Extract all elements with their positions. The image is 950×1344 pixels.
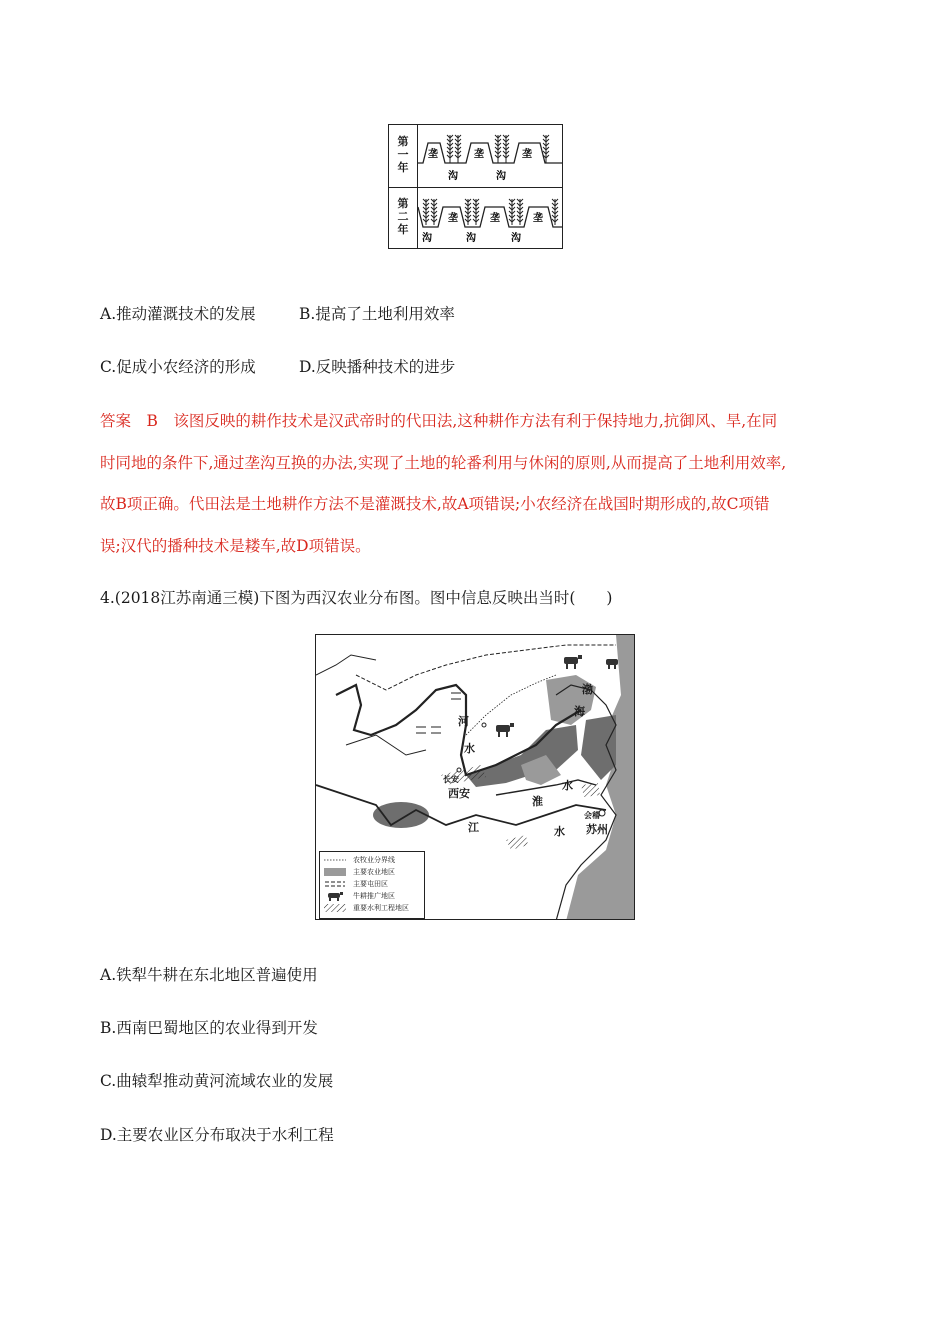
ridge-label: 垄 [474,149,484,160]
map-label-shui: 水 [464,742,475,755]
furrow-label: 沟 [511,233,521,244]
crop-stalk [431,199,437,225]
water-project-south [506,835,528,850]
q4-option-d: D.主要农业区分布取决于水利工程 [100,1126,334,1144]
crop-stalk [509,199,515,225]
map-label-changan: 长安 [443,774,459,784]
ox-icon [496,723,514,737]
map-label-huai: 淮 [532,795,543,808]
answer3-line1: 答案 B 该图反映的耕作技术是汉武帝时的代田法,这种耕作方法有利于保持地力,抗御风、旱,在同 [100,412,778,430]
answer3-line3: 故B项正确。代田法是土地耕作方法不是灌溉技术,故A项错误;小农经济在战国时期形成的,故C项错 [100,495,770,513]
ridge-furrow-drawing [418,125,563,249]
answer3-line2: 时同地的条件下,通过垄沟互换的办法,实现了土地的轮番利用与休闲的原则,从而提高了土地利用效率, [100,454,787,472]
crop-stalk [423,199,429,225]
map-label-xian: 西安 [448,787,470,800]
crop-stalk [517,199,523,225]
map-label-shui: 水 [554,825,565,838]
map-label-suzhou: 苏州 [586,823,608,836]
legend-row-boundary [323,854,423,866]
ridge-label: 垄 [490,213,500,224]
year2-label: 第二年 [397,197,409,236]
ox-icon [323,891,347,901]
map-label-bo: 渤 [582,683,593,696]
furrow-label: 沟 [422,233,432,244]
legend-row-water [323,902,423,914]
city-marker [482,723,486,727]
legend-ox-text: 牛耕推广地区 [353,892,395,900]
legend-water-text: 重要水利工程地区 [353,904,409,912]
ridge-label: 垄 [522,149,532,160]
crop-stalk [455,135,461,163]
furrow-label: 沟 [466,233,476,244]
ridge-label: 垄 [428,149,438,160]
furrow-label: 沟 [448,171,458,182]
daitian-diagram [388,124,563,249]
legend-row-tuntian [323,878,423,890]
q4-option-a: A.铁犁牛耕在东北地区普遍使用 [100,966,318,984]
map-label-hai: 海 [574,705,585,718]
crop-stalk [503,135,509,163]
legend-agri-text: 主要农业地区 [353,868,395,876]
legend-row-agri [323,866,423,878]
map-label-shui: 水 [562,779,573,792]
crop-stalk [495,135,501,163]
western-han-agriculture-map [315,634,635,920]
map-label-jiang: 江 [468,821,479,834]
answer3-line4: 误;汉代的播种技术是耧车,故D项错误。 [100,537,371,555]
legend-agri-symbol [323,867,347,877]
q4-option-c: C.曲辕犁推动黄河流域农业的发展 [100,1072,334,1090]
ox-icon [606,659,618,669]
q4-option-b: B.西南巴蜀地区的农业得到开发 [100,1019,318,1037]
agri-area-bashu [373,802,429,828]
map-legend [319,851,425,919]
tuntian-marks [416,693,461,733]
ridge-label: 垄 [448,213,458,224]
q3-option-a: A.推动灌溉技术的发展 [100,305,256,323]
wei-river [346,735,426,755]
legend-row-ox [323,890,423,902]
map-label-kuaiji: 会稽 [584,810,600,820]
crop-stalk [465,199,471,225]
crop-stalk [447,135,453,163]
legend-boundary-text: 农牧业分界线 [353,856,395,864]
ox-icon [564,655,582,669]
q3-option-c: C.促成小农经济的形成 [100,358,256,376]
q3-option-b: B.提高了土地利用效率 [299,305,455,323]
legend-water-symbol [323,903,347,913]
water-project-east [581,783,600,797]
q4-stem: 4.(2018江苏南通三模)下图为西汉农业分布图。图中信息反映出当时( ) [100,589,613,607]
map-label-he: 河 [458,715,469,728]
legend-tuntian-symbol [323,879,347,889]
legend-boundary-symbol [323,855,347,865]
crop-stalk [552,199,558,225]
ridge-label: 垄 [533,213,543,224]
q3-option-d: D.反映播种技术的进步 [299,358,456,376]
year1-label: 第一年 [397,135,409,174]
furrow-label: 沟 [496,171,506,182]
legend-tuntian-text: 主要屯田区 [353,880,388,888]
agri-area-shandong [581,715,616,780]
crop-stalk [473,199,479,225]
northwest-river [316,655,376,675]
